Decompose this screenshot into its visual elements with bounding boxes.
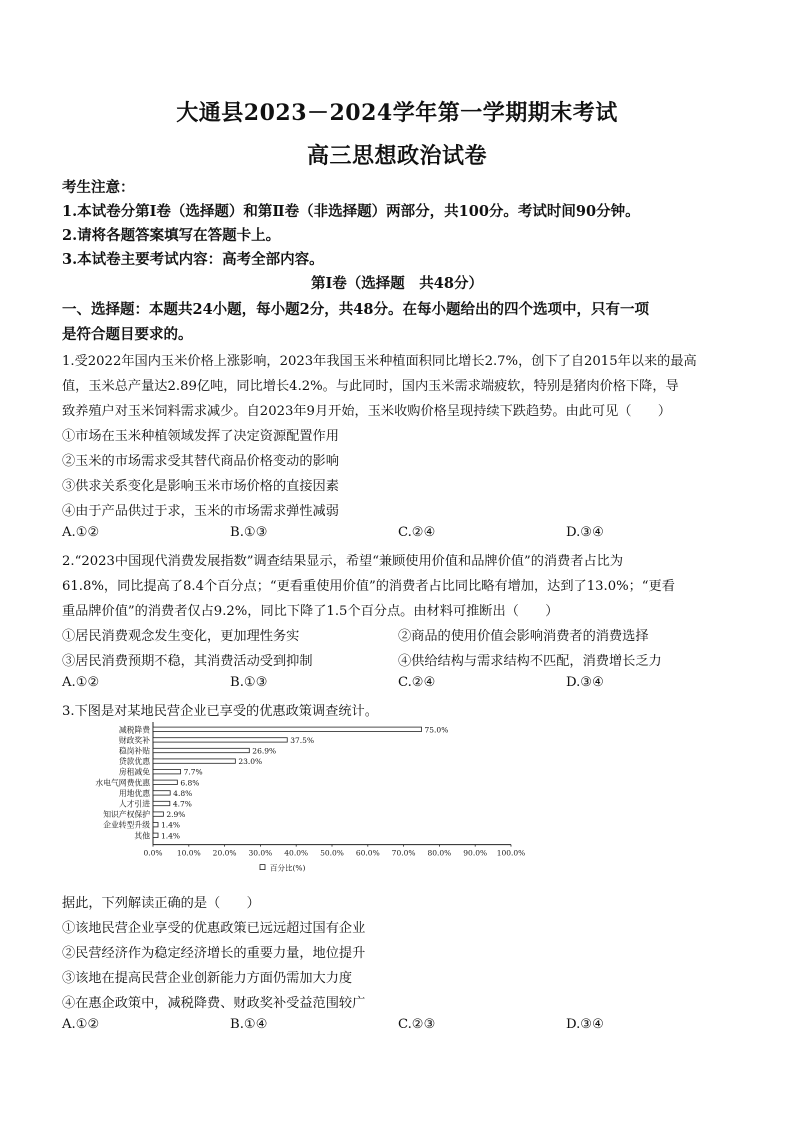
q2-option-b[interactable]: B.①③ xyxy=(230,675,268,690)
chart-value-label: 23.0% xyxy=(238,757,263,767)
chart-x-tick-label: 0.0% xyxy=(143,848,163,858)
notice-item-1: 1.本试卷分第Ⅰ卷（选择题）和第Ⅱ卷（非选择题）两部分，共100分。考试时间90分钟。 xyxy=(62,203,640,220)
chart-x-tick-label: 10.0% xyxy=(176,848,201,858)
chart-x-tick-label: 100.0% xyxy=(496,848,526,858)
q1-statement-1: ①市场在玉米种植领域发挥了决定资源配置作用 xyxy=(62,429,339,444)
chart-x-tick-label: 50.0% xyxy=(320,848,344,858)
q2-statement-1: ①居民消费观念发生变化，更加理性务实 xyxy=(62,629,300,644)
q1-statement-2: ②玉米的市场需求受其替代商品价格变动的影响 xyxy=(62,454,339,469)
q2-option-c[interactable]: C.②④ xyxy=(398,675,436,690)
chart-value-label: 2.9% xyxy=(166,810,186,820)
chart-category-label: 企业转型升级 xyxy=(103,820,150,830)
notice-item-2: 2.请将各题答案填写在答题卡上。 xyxy=(62,227,281,244)
notice-heading: 考生注意： xyxy=(62,179,135,196)
chart-legend-label: 百分比(%) xyxy=(270,863,306,873)
chart-value-label: 37.5% xyxy=(290,735,315,745)
chart-value-label: 6.8% xyxy=(180,778,200,788)
q3-after-chart: 据此，下列解读正确的是（ ） xyxy=(62,896,260,911)
q3-intro: 3.下图是对某地民营企业已享受的优惠政策调查统计。 xyxy=(62,704,378,719)
chart-bar xyxy=(153,770,181,774)
q2-statement-2: ②商品的使用价值会影响消费者的消费选择 xyxy=(398,629,649,644)
chart-value-label: 7.7% xyxy=(183,767,203,777)
q1-option-c[interactable]: C.②④ xyxy=(398,525,436,540)
chart-category-label: 知识产权保护 xyxy=(103,810,150,820)
chart-category-label: 减税降费 xyxy=(118,725,150,735)
chart-x-tick-label: 30.0% xyxy=(248,848,273,858)
q1-line-2: 值，玉米总产量达2.89亿吨，同比增长4.2%。与此同时，国内玉米需求端疲软，特别是猪肉价格下降，导 xyxy=(62,379,679,394)
chart-value-label: 1.4% xyxy=(161,831,181,841)
exam-title: 大通县2023－2024学年第一学期期末考试 xyxy=(176,100,618,126)
section-title: 第Ⅰ卷（选择题 共48分） xyxy=(311,275,483,292)
q1-option-d[interactable]: D.③④ xyxy=(566,525,604,540)
q3-option-a[interactable]: A.①② xyxy=(62,1017,100,1032)
chart-value-label: 4.8% xyxy=(173,788,193,798)
chart-bar xyxy=(153,823,158,827)
chart-value-label: 1.4% xyxy=(161,820,181,830)
chart-bar xyxy=(153,759,235,763)
chart-value-label: 4.7% xyxy=(172,799,192,809)
section-instruction-line2: 是符合题目要求的。 xyxy=(62,326,193,343)
chart-category-label: 稳岗补贴 xyxy=(118,746,150,756)
chart-category-label: 贷款优惠 xyxy=(118,757,150,767)
chart-x-tick-label: 80.0% xyxy=(427,848,452,858)
chart-bar xyxy=(153,738,287,742)
chart-bar xyxy=(153,812,163,816)
q2-line-3: 重品牌价值”的消费者仅占9.2%，同比下降了1.5个百分点。由材料可推断出（ ） xyxy=(62,604,559,619)
q2-statement-3: ③居民消费预期不稳，其消费活动受到抑制 xyxy=(62,654,313,669)
q3-statement-2: ②民营经济作为稳定经济增长的重要力量，地位提升 xyxy=(62,946,366,961)
q3-option-c[interactable]: C.②③ xyxy=(398,1017,436,1032)
policy-bar-chart xyxy=(80,718,540,886)
q1-line-1: 1.受2022年国内玉米价格上涨影响，2023年我国玉米种植面积同比增长2.7%，创下了自2015年以来的最高 xyxy=(62,354,697,369)
q1-option-b[interactable]: B.①③ xyxy=(230,525,268,540)
chart-bar xyxy=(153,780,177,784)
chart-x-tick-label: 70.0% xyxy=(391,848,416,858)
chart-bar xyxy=(153,833,158,837)
chart-category-label: 财政奖补 xyxy=(118,735,150,745)
q3-option-b[interactable]: B.①④ xyxy=(230,1017,268,1032)
chart-bar xyxy=(153,791,170,795)
q2-option-a[interactable]: A.①② xyxy=(62,675,100,690)
notice-item-3: 3.本试卷主要考试内容：高考全部内容。 xyxy=(62,251,324,268)
q3-statement-4: ④在惠企政策中，减税降费、财政奖补受益范围较广 xyxy=(62,996,366,1011)
q3-statement-1: ①该地民营企业享受的优惠政策已远远超过国有企业 xyxy=(62,921,366,936)
chart-category-label: 用地优惠 xyxy=(118,788,150,798)
chart-value-label: 75.0% xyxy=(424,725,449,735)
chart-category-label: 水电气网费优惠 xyxy=(95,778,150,788)
chart-value-label: 26.9% xyxy=(252,746,277,756)
q1-statement-3: ③供求关系变化是影响玉米市场价格的直接因素 xyxy=(62,479,339,494)
chart-category-label: 其他 xyxy=(134,831,150,841)
chart-bar xyxy=(153,748,249,752)
chart-x-tick-label: 20.0% xyxy=(212,848,237,858)
chart-bar xyxy=(153,727,422,731)
chart-legend-swatch xyxy=(260,865,265,870)
chart-x-tick-label: 40.0% xyxy=(284,848,309,858)
q3-option-d[interactable]: D.③④ xyxy=(566,1017,604,1032)
chart-x-tick-label: 60.0% xyxy=(355,848,380,858)
q2-statement-4: ④供给结构与需求结构不匹配，消费增长乏力 xyxy=(398,654,662,669)
exam-subtitle: 高三思想政治试卷 xyxy=(306,143,487,169)
q1-statement-4: ④由于产品供过于求，玉米的市场需求弹性减弱 xyxy=(62,504,339,519)
chart-category-label: 人才引进 xyxy=(118,799,150,809)
chart-bar xyxy=(153,801,170,805)
q2-option-d[interactable]: D.③④ xyxy=(566,675,604,690)
q1-line-3: 致养殖户对玉米饲料需求减少。自2023年9月开始，玉米收购价格呈现持续下跌趋势。由此可见（ ） xyxy=(62,404,672,419)
q2-line-1: 2.“2023中国现代消费发展指数”调查结果显示，希望“兼顾使用价值和品牌价值”的消费者占比为 xyxy=(62,554,624,569)
chart-category-label: 房租减免 xyxy=(118,767,150,777)
section-instruction-line1: 一、选择题：本题共24小题，每小题2分，共48分。在每小题给出的四个选项中，只有一项 xyxy=(62,301,649,318)
q3-statement-3: ③该地在提高民营企业创新能力方面仍需加大力度 xyxy=(62,971,353,986)
chart-x-tick-label: 90.0% xyxy=(463,848,488,858)
q2-line-2: 61.8%，同比提高了8.4个百分点；“更看重使用价值”的消费者占比同比略有增加，达到了13.0%；“更看 xyxy=(62,579,675,594)
q1-option-a[interactable]: A.①② xyxy=(62,525,100,540)
